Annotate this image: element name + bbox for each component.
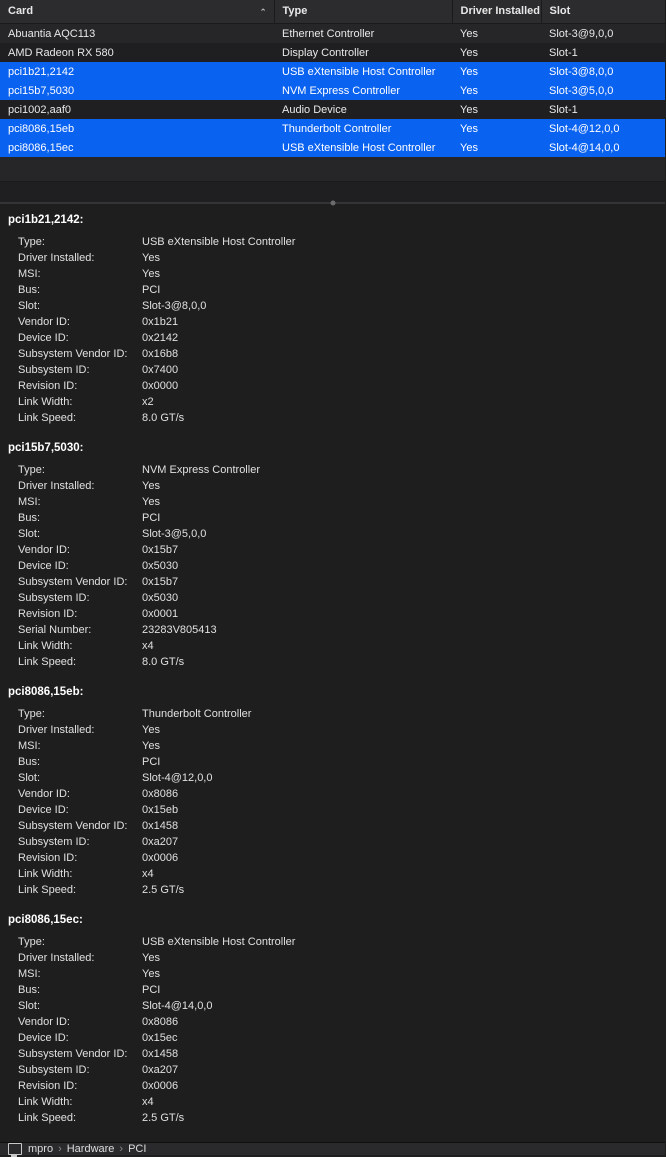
property-value: 0x0001 <box>142 608 179 620</box>
property-key: Subsystem ID: <box>18 592 90 604</box>
breadcrumb-separator: › <box>58 1143 62 1155</box>
property-key: Link Width: <box>18 396 73 408</box>
property-value: 0x2142 <box>142 332 179 344</box>
property-row <box>18 656 462 672</box>
property-value: 0x1458 <box>142 1048 179 1060</box>
property-row <box>18 284 462 300</box>
property-key: Slot: <box>18 772 41 784</box>
property-key: MSI: <box>18 496 41 508</box>
cell-slot: Slot-4@14,0,0 <box>541 138 665 157</box>
property-row <box>18 968 462 984</box>
property-key: Link Speed: <box>18 1112 77 1124</box>
property-value: Slot-4@14,0,0 <box>142 1000 213 1012</box>
sort-ascending-icon: ⌃ <box>259 7 267 16</box>
property-key: MSI: <box>18 740 41 752</box>
device-detail-block <box>0 914 665 1128</box>
property-value: 0xa207 <box>142 1064 179 1076</box>
column-header-slot-label: Slot <box>549 5 571 17</box>
property-key: Subsystem Vendor ID: <box>18 820 128 832</box>
property-row <box>18 608 462 624</box>
cell-card: pci1002,aaf0 <box>0 100 274 119</box>
breadcrumb-separator: › <box>119 1143 124 1155</box>
property-key: Driver Installed: <box>18 480 95 492</box>
property-row <box>18 480 462 496</box>
column-header-type[interactable] <box>274 0 452 24</box>
cell-card: pci1b21,2142 <box>0 62 274 81</box>
property-value: USB eXtensible Host Controller <box>142 936 296 948</box>
property-value: Yes <box>142 724 160 736</box>
table-row-selected[interactable] <box>0 138 665 157</box>
property-key: Vendor ID: <box>18 544 70 556</box>
property-row <box>18 1016 462 1032</box>
property-value: 0xa207 <box>142 836 179 848</box>
property-value: PCI <box>142 284 161 296</box>
property-key: Device ID: <box>18 332 69 344</box>
table-row[interactable] <box>0 24 665 44</box>
device-detail-block <box>0 214 665 428</box>
property-row <box>18 1096 462 1112</box>
property-key: Bus: <box>18 284 41 296</box>
device-detail-pane <box>0 204 665 1142</box>
property-row <box>18 464 462 480</box>
property-row <box>18 332 462 348</box>
property-key: MSI: <box>18 268 41 280</box>
property-key: Type: <box>18 708 45 720</box>
property-value: USB eXtensible Host Controller <box>142 236 296 248</box>
property-value: 0x8086 <box>142 1016 179 1028</box>
device-properties <box>18 936 462 1128</box>
table-row-selected[interactable] <box>0 119 665 138</box>
cell-driver: Yes <box>452 62 541 81</box>
property-value: 8.0 GT/s <box>142 412 185 424</box>
property-key: MSI: <box>18 968 41 980</box>
property-row <box>18 396 462 412</box>
column-header-card-label: Card <box>8 5 34 17</box>
column-header-type-label: Type <box>282 5 308 17</box>
column-header-slot[interactable] <box>541 0 665 24</box>
property-row <box>18 364 462 380</box>
table-header-row <box>0 0 665 24</box>
property-value: Slot-3@8,0,0 <box>142 300 207 312</box>
property-value: Yes <box>142 480 160 492</box>
property-value: 0x8086 <box>142 788 179 800</box>
device-detail-block <box>0 442 665 672</box>
column-header-card[interactable] <box>0 0 274 24</box>
property-row <box>18 624 462 640</box>
property-value: Slot-4@12,0,0 <box>142 772 213 784</box>
property-value: 0x15b7 <box>142 544 179 556</box>
cell-card: pci8086,15eb <box>0 119 274 138</box>
cell-driver: Yes <box>452 24 541 44</box>
property-key: Slot: <box>18 528 41 540</box>
cell-driver: Yes <box>452 100 541 119</box>
cell-type: Audio Device <box>274 100 452 119</box>
cell-slot: Slot-3@8,0,0 <box>541 62 665 81</box>
property-value: NVM Express Controller <box>142 464 260 476</box>
property-key: Subsystem ID: <box>18 836 90 848</box>
property-row <box>18 528 462 544</box>
cell-driver: Yes <box>452 119 541 138</box>
property-key: Subsystem Vendor ID: <box>18 348 128 360</box>
property-key: Serial Number: <box>18 624 92 636</box>
property-value: 0x1b21 <box>142 316 179 328</box>
cell-slot: Slot-1 <box>541 100 665 119</box>
computer-icon <box>8 1143 22 1155</box>
property-key: Device ID: <box>18 804 69 816</box>
breadcrumb-item-hardware[interactable]: Hardware <box>66 1143 115 1155</box>
cell-card: pci8086,15ec <box>0 138 274 157</box>
breadcrumb-item-pci[interactable]: PCI <box>128 1143 147 1155</box>
property-key: Driver Installed: <box>18 724 95 736</box>
property-value: 0x15b7 <box>142 576 179 588</box>
table-row[interactable] <box>0 43 665 62</box>
property-row <box>18 708 462 724</box>
cell-driver: Yes <box>452 138 541 157</box>
cell-type: USB eXtensible Host Controller <box>274 62 452 81</box>
property-value: 0x16b8 <box>142 348 179 360</box>
property-value: 2.5 GT/s <box>142 1112 185 1124</box>
property-row <box>18 300 462 316</box>
property-value: 0x0000 <box>142 380 179 392</box>
property-row <box>18 852 462 868</box>
property-key: Link Speed: <box>18 412 77 424</box>
property-key: Link Width: <box>18 868 73 880</box>
cell-card: Abuantia AQC113 <box>0 24 274 44</box>
property-value: 0x5030 <box>142 560 179 572</box>
property-key: Subsystem ID: <box>18 1064 90 1076</box>
property-key: Bus: <box>18 984 41 996</box>
cell-driver: Yes <box>452 43 541 62</box>
property-row <box>18 380 462 396</box>
property-row <box>18 496 462 512</box>
property-row <box>18 1112 462 1128</box>
property-row <box>18 268 462 284</box>
property-key: Link Speed: <box>18 884 77 896</box>
property-row <box>18 1000 462 1016</box>
property-row <box>18 836 462 852</box>
cell-slot: Slot-1 <box>541 43 665 62</box>
property-key: Driver Installed: <box>18 952 95 964</box>
cell-slot: Slot-4@12,0,0 <box>541 119 665 138</box>
table-empty-area-2 <box>0 181 665 202</box>
property-key: Vendor ID: <box>18 788 70 800</box>
device-properties <box>18 464 462 672</box>
cell-slot: Slot-3@9,0,0 <box>541 24 665 44</box>
property-key: Vendor ID: <box>18 1016 70 1028</box>
property-value: 0x15eb <box>142 804 179 816</box>
property-key: Driver Installed: <box>18 252 95 264</box>
cell-driver: Yes <box>452 81 541 100</box>
property-key: Bus: <box>18 512 41 524</box>
property-value: Yes <box>142 496 160 508</box>
property-key: Vendor ID: <box>18 316 70 328</box>
property-value: Slot-3@5,0,0 <box>142 528 207 540</box>
property-value: 0x15ec <box>142 1032 178 1044</box>
cell-card: AMD Radeon RX 580 <box>0 43 274 62</box>
property-key: Device ID: <box>18 560 69 572</box>
property-row <box>18 1048 462 1064</box>
breadcrumb <box>0 1142 665 1155</box>
property-value: PCI <box>142 756 161 768</box>
property-key: Type: <box>18 464 45 476</box>
property-row <box>18 884 462 900</box>
property-value: 0x5030 <box>142 592 179 604</box>
cell-type: Thunderbolt Controller <box>274 119 452 138</box>
property-row <box>18 868 462 884</box>
column-header-driver-installed[interactable] <box>452 0 541 24</box>
property-key: Subsystem Vendor ID: <box>18 1048 128 1060</box>
cell-type: USB eXtensible Host Controller <box>274 138 452 157</box>
table-body <box>0 24 665 158</box>
device-properties <box>18 708 462 900</box>
property-key: Device ID: <box>18 1032 69 1044</box>
device-title: pci8086,15ec: <box>8 914 83 926</box>
property-key: Revision ID: <box>18 1080 78 1092</box>
property-row <box>18 820 462 836</box>
property-value: 2.5 GT/s <box>142 884 185 896</box>
property-row <box>18 1032 462 1048</box>
property-value: Yes <box>142 740 160 752</box>
property-key: Type: <box>18 936 45 948</box>
table-row-selected[interactable] <box>0 62 665 81</box>
device-title: pci1b21,2142: <box>8 214 84 226</box>
device-properties <box>18 236 462 428</box>
property-key: Link Width: <box>18 640 73 652</box>
property-row <box>18 804 462 820</box>
column-header-driver-label: Driver Installed <box>460 5 540 17</box>
property-row <box>18 236 462 252</box>
property-key: Subsystem ID: <box>18 364 90 376</box>
property-key: Revision ID: <box>18 608 78 620</box>
device-title: pci15b7,5030: <box>8 442 84 454</box>
property-row <box>18 544 462 560</box>
property-row <box>18 740 462 756</box>
device-title: pci8086,15eb: <box>8 686 84 698</box>
cell-type: Ethernet Controller <box>274 24 452 44</box>
property-key: Subsystem Vendor ID: <box>18 576 128 588</box>
property-value: Yes <box>142 252 160 264</box>
device-detail-block <box>0 686 665 900</box>
property-row <box>18 788 462 804</box>
property-row <box>18 512 462 528</box>
table-row[interactable] <box>0 100 665 119</box>
property-key: Revision ID: <box>18 380 78 392</box>
property-key: Link Width: <box>18 1096 73 1108</box>
property-value: x4 <box>142 640 154 652</box>
property-row <box>18 592 462 608</box>
property-value: 0x7400 <box>142 364 179 376</box>
property-value: x2 <box>142 396 154 408</box>
property-row <box>18 412 462 428</box>
cell-type: Display Controller <box>274 43 452 62</box>
property-value: Yes <box>142 952 160 964</box>
splitter-grip-icon[interactable] <box>330 201 335 206</box>
pane-splitter[interactable] <box>0 202 665 204</box>
property-row <box>18 756 462 772</box>
property-row <box>18 1080 462 1096</box>
property-key: Slot: <box>18 300 41 312</box>
property-key: Link Speed: <box>18 656 77 668</box>
table-row-selected[interactable] <box>0 81 665 100</box>
property-row <box>18 348 462 364</box>
property-row <box>18 252 462 268</box>
property-key: Revision ID: <box>18 852 78 864</box>
cell-card: pci15b7,5030 <box>0 81 274 100</box>
property-value: 8.0 GT/s <box>142 656 185 668</box>
cell-type: NVM Express Controller <box>274 81 452 100</box>
property-value: 0x0006 <box>142 852 179 864</box>
property-row <box>18 576 462 592</box>
property-row <box>18 560 462 576</box>
property-row <box>18 640 462 656</box>
cell-slot: Slot-3@5,0,0 <box>541 81 665 100</box>
property-row <box>18 724 462 740</box>
property-value: Yes <box>142 268 160 280</box>
property-row <box>18 984 462 1000</box>
property-value: 23283V805413 <box>142 624 217 636</box>
property-row <box>18 772 462 788</box>
property-row <box>18 316 462 332</box>
pci-card-table[interactable] <box>0 0 665 202</box>
property-key: Slot: <box>18 1000 41 1012</box>
property-value: PCI <box>142 984 161 996</box>
property-row <box>18 1064 462 1080</box>
property-value: Yes <box>142 968 160 980</box>
property-key: Bus: <box>18 756 41 768</box>
property-value: 0x0006 <box>142 1080 179 1092</box>
property-value: 0x1458 <box>142 820 179 832</box>
breadcrumb-item-mpro[interactable]: mpro <box>28 1143 54 1155</box>
table-empty-area <box>0 157 665 181</box>
property-value: Thunderbolt Controller <box>142 708 252 720</box>
property-value: x4 <box>142 1096 154 1108</box>
property-key: Type: <box>18 236 45 248</box>
property-value: x4 <box>142 868 154 880</box>
property-row <box>18 936 462 952</box>
property-value: PCI <box>142 512 161 524</box>
property-row <box>18 952 462 968</box>
